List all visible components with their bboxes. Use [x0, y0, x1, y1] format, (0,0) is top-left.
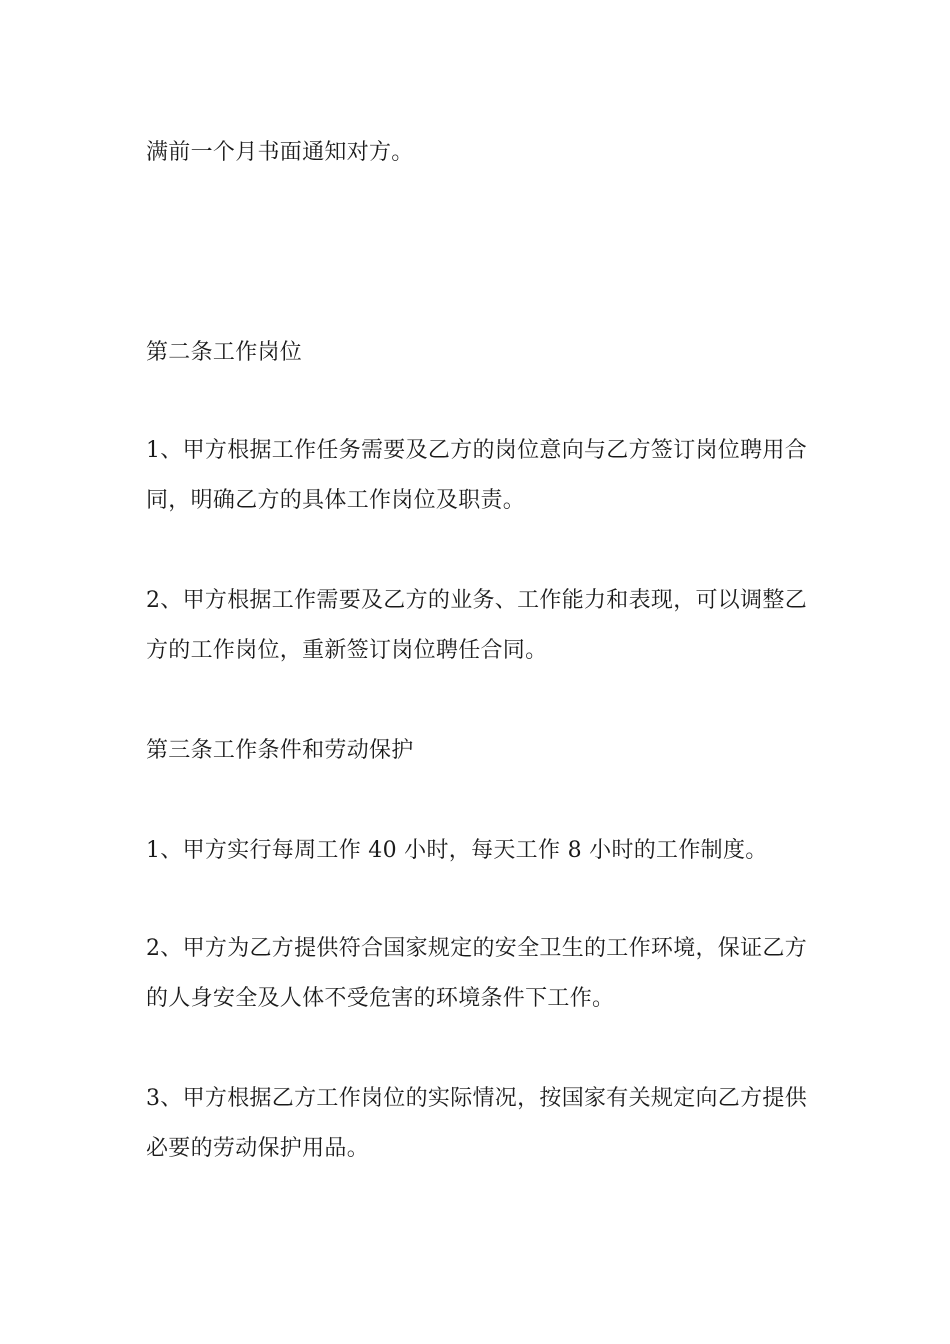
section-heading-article-2: 第二条工作岗位 [146, 340, 303, 365]
section-heading-article-3: 第三条工作条件和劳动保护 [146, 738, 414, 763]
paragraph-line: 3、甲方根据乙方工作岗位的实际情况，按国家有关规定向乙方提供 [146, 1086, 807, 1111]
paragraph-line: 必要的劳动保护用品。 [146, 1136, 370, 1161]
paragraph-line: 1、甲方实行每周工作 40 小时，每天工作 8 小时的工作制度。 [146, 838, 768, 863]
paragraph-line: 1、甲方根据工作任务需要及乙方的岗位意向与乙方签订岗位聘用合 [146, 438, 807, 463]
paragraph-line: 2、甲方为乙方提供符合国家规定的安全卫生的工作环境，保证乙方 [146, 936, 807, 961]
paragraph-line: 2、甲方根据工作需要及乙方的业务、工作能力和表现，可以调整乙 [146, 588, 807, 613]
paragraph-line: 同，明确乙方的具体工作岗位及职责。 [146, 488, 526, 513]
paragraph-line: 满前一个月书面通知对方。 [146, 140, 414, 165]
paragraph-line: 的人身安全及人体不受危害的环境条件下工作。 [146, 986, 615, 1011]
paragraph-line: 方的工作岗位，重新签订岗位聘任合同。 [146, 638, 548, 663]
